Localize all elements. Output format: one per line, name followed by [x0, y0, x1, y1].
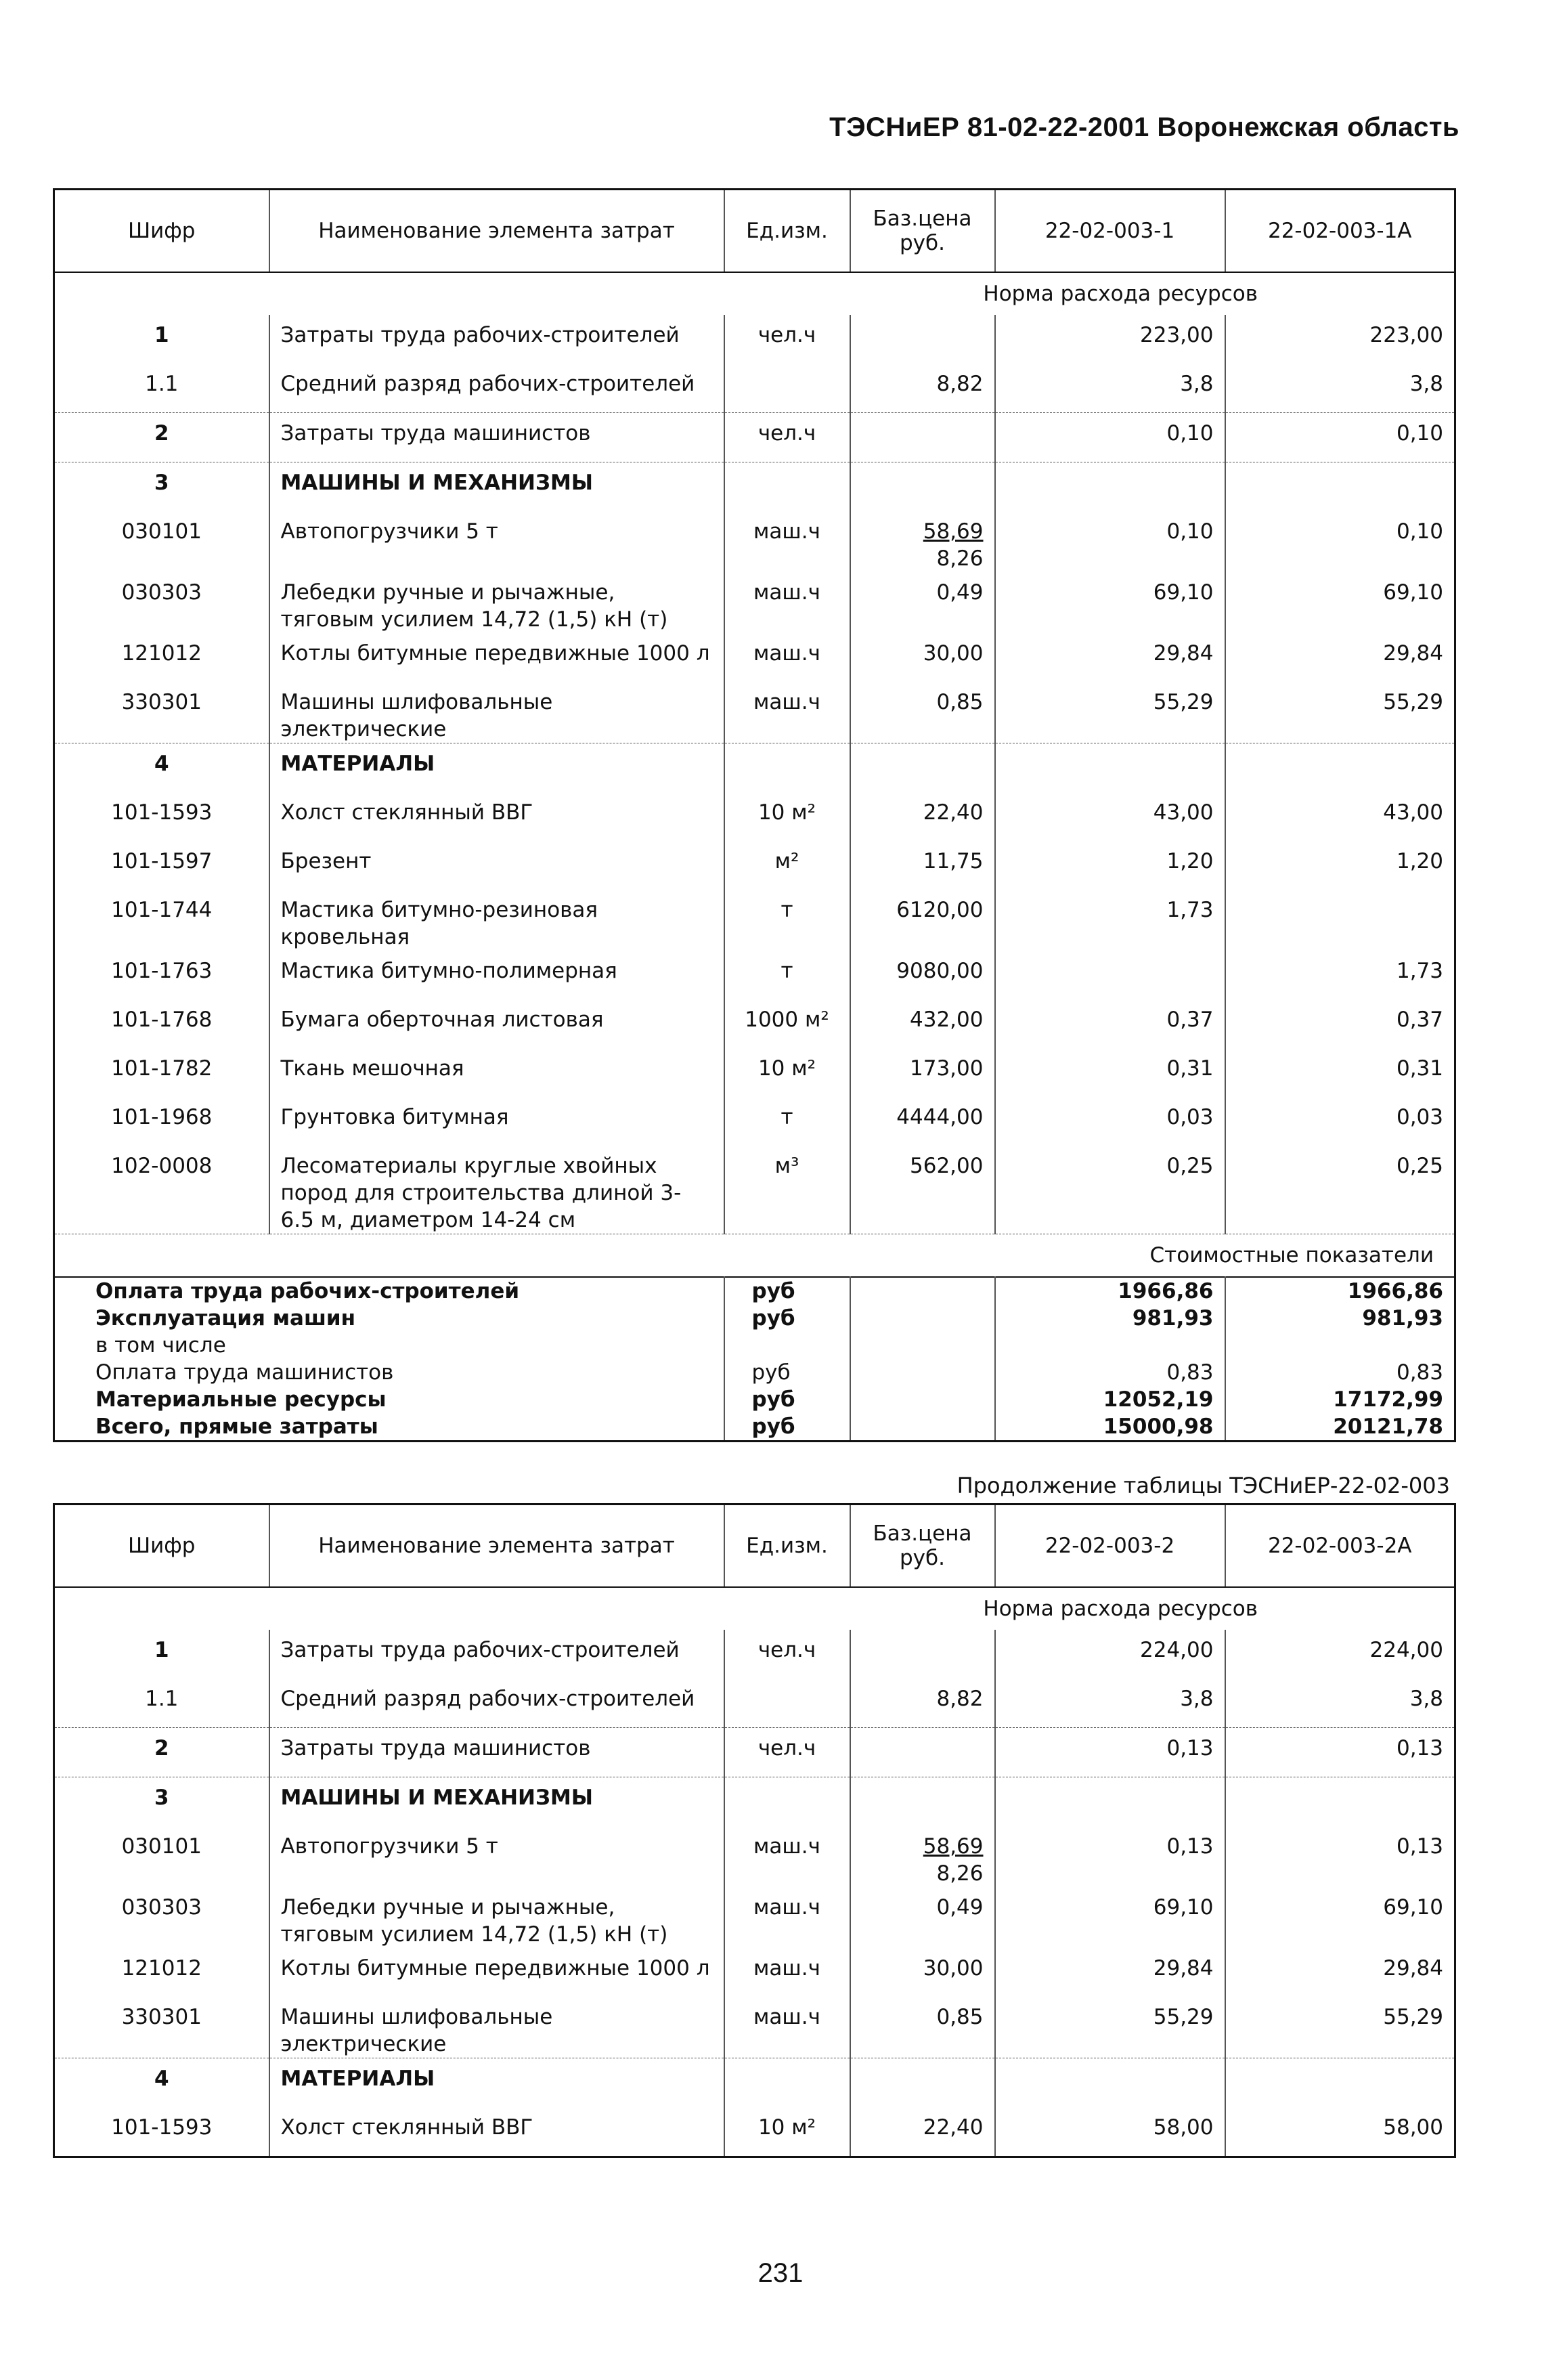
cost-unit	[724, 1332, 850, 1359]
cell-norm-2: 69,10	[1225, 572, 1455, 633]
cell-unit: маш.ч	[724, 1997, 850, 2058]
col-header-name: Наименование элемента затрат	[269, 190, 724, 273]
table-row	[54, 2058, 1455, 2108]
cell-norm-1: 223,00	[995, 315, 1225, 364]
cost-name: в том числе	[95, 1333, 226, 1358]
cell-price-value: 173,00	[910, 1056, 984, 1081]
cell-price-value: 6120,00	[896, 898, 984, 922]
cell-price	[850, 951, 995, 999]
cell-price	[850, 1728, 995, 1777]
cell-code: 3	[54, 462, 269, 512]
cost-name: Оплата труда машинистов	[95, 1360, 394, 1385]
cell-norm-2: 43,00	[1225, 792, 1455, 841]
cost-unit: руб	[724, 1359, 850, 1386]
table-row	[54, 1887, 1455, 1948]
cell-code: 4	[54, 743, 269, 793]
table-row	[54, 1048, 1455, 1097]
cell-code: 1	[154, 1638, 169, 1662]
cell-name: Машины шлифовальные электрические	[269, 682, 724, 743]
cell-unit: маш.ч	[724, 1826, 850, 1887]
cell-norm-1: 29,84	[995, 633, 1225, 682]
cell-price	[850, 511, 995, 572]
cell-code: 330301	[121, 690, 202, 714]
cell-price	[850, 2058, 995, 2108]
cell-unit	[724, 743, 850, 793]
cost-row	[54, 1305, 1455, 1332]
table-row	[54, 2107, 1455, 2157]
cell-code: 1.1	[145, 1687, 179, 1711]
cell-name: Средний разряд рабочих-строителей	[269, 364, 724, 413]
cell-unit: м³	[724, 1146, 850, 1234]
cell-norm-1: 1,73	[995, 890, 1225, 951]
cell-price	[850, 1948, 995, 1997]
cell-unit: маш.ч	[724, 572, 850, 633]
cell-norm-1: 224,00	[995, 1630, 1225, 1679]
table-header-row	[54, 1505, 1455, 1588]
table-row	[54, 1630, 1455, 1679]
cost-value-1: 981,93	[995, 1305, 1225, 1332]
cost-value-2	[1225, 1332, 1455, 1359]
cell-price	[850, 682, 995, 743]
cost-price	[850, 1359, 995, 1386]
table-row	[54, 743, 1455, 793]
cell-unit: маш.ч	[724, 1948, 850, 1997]
cost-name: Оплата труда рабочих-строителей	[95, 1279, 520, 1303]
col-header-norm-2: 22-02-003-1А	[1225, 190, 1455, 273]
cell-unit	[724, 2058, 850, 2108]
cell-unit: т	[724, 1097, 850, 1146]
cell-unit: 1000 м²	[724, 999, 850, 1048]
cell-code: 101-1597	[111, 849, 213, 873]
cost-price	[850, 1413, 995, 1442]
cell-price	[850, 743, 995, 793]
cell-name: Мастика битумно-полимерная	[269, 951, 724, 999]
col-header-name: Наименование элемента затрат	[269, 1505, 724, 1588]
cell-code: 101-1744	[111, 898, 213, 922]
col-header-norm-1: 22-02-003-1	[995, 190, 1225, 273]
cell-unit: маш.ч	[724, 682, 850, 743]
cost-value-2: 20121,78	[1225, 1413, 1455, 1442]
cell-price-value: 22,40	[923, 2115, 984, 2140]
cell-norm-2	[1225, 2058, 1455, 2108]
cell-norm-2: 3,8	[1225, 364, 1455, 413]
cell-norm-1	[995, 743, 1225, 793]
cell-norm-1: 29,84	[995, 1948, 1225, 1997]
cell-price-value: 58,69	[923, 519, 984, 544]
cell-norm-1: 43,00	[995, 792, 1225, 841]
cell-name: Автопогрузчики 5 т	[269, 511, 724, 572]
cell-norm-2: 0,31	[1225, 1048, 1455, 1097]
cell-norm-2: 69,10	[1225, 1887, 1455, 1948]
cell-price-value: 30,00	[923, 641, 984, 666]
cell-norm-2	[1225, 743, 1455, 793]
cell-name: Брезент	[269, 841, 724, 890]
cell-name: Холст стеклянный ВВГ	[269, 792, 724, 841]
cell-code: 3	[54, 1777, 269, 1827]
cell-code: 101-1768	[111, 1008, 213, 1032]
cell-price	[850, 2107, 995, 2157]
cell-name: МАШИНЫ И МЕХАНИЗМЫ	[269, 1777, 724, 1827]
table-row	[54, 1997, 1455, 2058]
norm-caption-row	[54, 1587, 1455, 1630]
cell-unit: т	[724, 890, 850, 951]
cell-price	[850, 1048, 995, 1097]
cost-row	[54, 1386, 1455, 1413]
cell-norm-2: 0,13	[1225, 1826, 1455, 1887]
page-number: 231	[757, 2258, 804, 2288]
cell-price-value: 9080,00	[896, 959, 984, 983]
cell-unit: 10 м²	[724, 1048, 850, 1097]
cost-value-1: 15000,98	[995, 1413, 1225, 1442]
cell-price-value: 0,49	[936, 1895, 984, 1920]
cell-norm-1	[995, 2058, 1225, 2108]
resource-table-1	[53, 188, 1456, 1442]
cell-norm-1: 0,25	[995, 1146, 1225, 1234]
cell-name: МАТЕРИАЛЫ	[269, 2058, 724, 2108]
cell-code: 101-1968	[111, 1105, 213, 1129]
table-row	[54, 1777, 1455, 1827]
col-header-price-line1: Баз.цена	[873, 1521, 972, 1546]
cell-norm-2: 0,37	[1225, 999, 1455, 1048]
norm-caption: Норма расхода ресурсов	[983, 282, 1258, 306]
cell-price	[850, 315, 995, 364]
cost-value-1: 1966,86	[995, 1277, 1225, 1305]
cell-price-value: 0,85	[936, 690, 984, 714]
cell-unit: т	[724, 951, 850, 999]
cell-price	[850, 890, 995, 951]
cell-norm-1	[995, 1777, 1225, 1827]
cell-code: 101-1782	[111, 1056, 213, 1081]
cell-unit	[724, 364, 850, 413]
cell-norm-1: 0,10	[995, 511, 1225, 572]
table-row	[54, 315, 1455, 364]
cell-unit	[724, 1777, 850, 1827]
cell-code: 121012	[121, 641, 202, 666]
cell-norm-1: 0,13	[995, 1728, 1225, 1777]
cell-price-value: 0,85	[936, 2005, 984, 2029]
table-row	[54, 462, 1455, 512]
cell-norm-1: 0,37	[995, 999, 1225, 1048]
cell-norm-2: 29,84	[1225, 1948, 1455, 1997]
cell-unit: м²	[724, 841, 850, 890]
cell-norm-2: 223,00	[1225, 315, 1455, 364]
cost-row	[54, 1277, 1455, 1305]
col-header-price-line2: руб.	[900, 231, 945, 255]
cost-row	[54, 1332, 1455, 1359]
table-row	[54, 633, 1455, 682]
col-header-code: Шифр	[54, 1505, 269, 1588]
cost-unit: руб	[724, 1277, 850, 1305]
table-row	[54, 951, 1455, 999]
table-row	[54, 1097, 1455, 1146]
table-header-row	[54, 190, 1455, 273]
cell-code: 330301	[121, 2005, 202, 2029]
cell-norm-1: 69,10	[995, 572, 1225, 633]
cell-price	[850, 1997, 995, 2058]
cost-unit: руб	[724, 1386, 850, 1413]
cell-unit: 10 м²	[724, 792, 850, 841]
cell-price-value: 8,82	[936, 1687, 984, 1711]
cell-price-value: 30,00	[923, 1956, 984, 1981]
cell-unit	[724, 1679, 850, 1728]
cell-name: Холст стеклянный ВВГ	[269, 2107, 724, 2157]
cost-price	[850, 1305, 995, 1332]
cost-name: Всего, прямые затраты	[95, 1414, 378, 1439]
cell-price-value: 11,75	[923, 849, 984, 873]
col-header-price-line2: руб.	[900, 1546, 945, 1570]
cell-price	[850, 1097, 995, 1146]
cell-norm-1: 3,8	[995, 364, 1225, 413]
cell-norm-2: 58,00	[1225, 2107, 1455, 2157]
table-row	[54, 999, 1455, 1048]
cell-price-secondary: 8,26	[936, 546, 984, 571]
cell-name: Бумага оберточная листовая	[269, 999, 724, 1048]
norm-caption: Норма расхода ресурсов	[983, 1597, 1258, 1621]
cell-price-value: 4444,00	[896, 1105, 984, 1129]
cell-norm-1: 58,00	[995, 2107, 1225, 2157]
table-row	[54, 413, 1455, 462]
cell-name: Лебедки ручные и рычажные, тяговым усилием 14,72 (1,5) кН (т)	[269, 572, 724, 633]
cell-price	[850, 1679, 995, 1728]
cost-caption-row	[54, 1234, 1455, 1278]
cell-code: 2	[54, 1728, 269, 1777]
table-row	[54, 890, 1455, 951]
cell-code: 030101	[121, 519, 202, 544]
table-row	[54, 1826, 1455, 1887]
cell-code: 121012	[121, 1956, 202, 1981]
cost-row	[54, 1413, 1455, 1442]
cell-price-value: 58,69	[923, 1834, 984, 1859]
cell-price	[850, 841, 995, 890]
cell-unit: 10 м²	[724, 2107, 850, 2157]
cell-price	[850, 364, 995, 413]
cell-name: Лебедки ручные и рычажные, тяговым усилием 14,72 (1,5) кН (т)	[269, 1887, 724, 1948]
cell-norm-1: 55,29	[995, 1997, 1225, 2058]
cell-norm-2	[1225, 462, 1455, 512]
cost-value-2: 17172,99	[1225, 1386, 1455, 1413]
col-header-code: Шифр	[54, 190, 269, 273]
cell-norm-1	[995, 951, 1225, 999]
cell-norm-2: 29,84	[1225, 633, 1455, 682]
table-row	[54, 572, 1455, 633]
document-title: ТЭСНиЕР 81-02-22-2001 Воронежская область	[829, 112, 1459, 142]
cell-norm-1: 55,29	[995, 682, 1225, 743]
cell-price	[850, 1777, 995, 1827]
cell-code: 030303	[121, 1895, 202, 1920]
cell-unit: чел.ч	[724, 413, 850, 462]
cell-name: Автопогрузчики 5 т	[269, 1826, 724, 1887]
cell-price	[850, 1826, 995, 1887]
cost-name: Материальные ресурсы	[95, 1387, 387, 1412]
col-header-price-line1: Баз.цена	[873, 207, 972, 231]
cell-norm-2: 3,8	[1225, 1679, 1455, 1728]
cell-norm-2: 224,00	[1225, 1630, 1455, 1679]
cell-norm-1: 1,20	[995, 841, 1225, 890]
cell-unit	[724, 462, 850, 512]
cell-norm-2	[1225, 1777, 1455, 1827]
col-header-norm-1: 22-02-003-2	[995, 1505, 1225, 1588]
cell-name: Мастика битумно-резиновая кровельная	[269, 890, 724, 951]
cell-norm-2: 0,03	[1225, 1097, 1455, 1146]
cost-value-2: 0,83	[1225, 1359, 1455, 1386]
cell-norm-2: 0,25	[1225, 1146, 1455, 1234]
cost-value-1	[995, 1332, 1225, 1359]
col-header-unit: Ед.изм.	[724, 190, 850, 273]
cell-norm-1: 0,13	[995, 1826, 1225, 1887]
cost-value-1: 12052,19	[995, 1386, 1225, 1413]
cell-price	[850, 1146, 995, 1234]
cell-name: МАШИНЫ И МЕХАНИЗМЫ	[269, 462, 724, 512]
cell-unit: маш.ч	[724, 1887, 850, 1948]
cost-name: Эксплуатация машин	[95, 1306, 356, 1330]
cell-code: 030303	[121, 580, 202, 605]
cell-norm-2: 0,10	[1225, 413, 1455, 462]
table-row	[54, 682, 1455, 743]
cell-code: 102-0008	[111, 1154, 213, 1178]
cell-norm-2: 0,10	[1225, 511, 1455, 572]
cell-name: Средний разряд рабочих-строителей	[269, 1679, 724, 1728]
cell-norm-2: 1,20	[1225, 841, 1455, 890]
cell-code: 030101	[121, 1834, 202, 1859]
cell-price-value: 0,49	[936, 580, 984, 605]
cell-price	[850, 1887, 995, 1948]
cell-norm-2: 0,13	[1225, 1728, 1455, 1777]
col-header-price	[850, 1505, 995, 1588]
cell-code: 1	[154, 323, 169, 347]
cell-code: 101-1593	[111, 2115, 213, 2140]
norm-caption-row	[54, 272, 1455, 315]
cell-norm-1: 0,10	[995, 413, 1225, 462]
cell-price-value: 22,40	[923, 800, 984, 825]
cell-norm-2	[1225, 890, 1455, 951]
cell-name: Затраты труда рабочих-строителей	[269, 315, 724, 364]
cost-unit: руб	[724, 1413, 850, 1442]
col-header-unit: Ед.изм.	[724, 1505, 850, 1588]
table-row	[54, 1146, 1455, 1234]
cell-name: Затраты труда машинистов	[269, 1728, 724, 1777]
cell-price	[850, 792, 995, 841]
table-row	[54, 511, 1455, 572]
cell-name: Затраты труда рабочих-строителей	[269, 1630, 724, 1679]
col-header-norm-2: 22-02-003-2А	[1225, 1505, 1455, 1588]
table-row	[54, 792, 1455, 841]
table-row	[54, 364, 1455, 413]
cell-price-secondary: 8,26	[936, 1861, 984, 1886]
cell-code: 1.1	[145, 372, 179, 396]
table-row	[54, 1948, 1455, 1997]
table-row	[54, 841, 1455, 890]
cell-code: 2	[54, 413, 269, 462]
cell-unit: чел.ч	[724, 1728, 850, 1777]
resource-table-2	[53, 1503, 1456, 2158]
cost-row	[54, 1359, 1455, 1386]
cell-price	[850, 572, 995, 633]
cost-caption: Стоимостные показатели	[54, 1234, 1455, 1278]
cost-value-2: 1966,86	[1225, 1277, 1455, 1305]
cell-norm-1: 0,31	[995, 1048, 1225, 1097]
cell-code: 101-1763	[111, 959, 213, 983]
cell-price-value: 562,00	[910, 1154, 984, 1178]
cell-name: Котлы битумные передвижные 1000 л	[269, 1948, 724, 1997]
cell-unit: маш.ч	[724, 511, 850, 572]
cell-norm-1: 0,03	[995, 1097, 1225, 1146]
cell-price-value: 8,82	[936, 372, 984, 396]
cell-code: 101-1593	[111, 800, 213, 825]
cell-name: Котлы битумные передвижные 1000 л	[269, 633, 724, 682]
table-row	[54, 1679, 1455, 1728]
cell-code: 4	[54, 2058, 269, 2108]
cell-price	[850, 633, 995, 682]
cost-price	[850, 1332, 995, 1359]
cell-price	[850, 462, 995, 512]
cell-norm-2: 1,73	[1225, 951, 1455, 999]
cell-name: МАТЕРИАЛЫ	[269, 743, 724, 793]
cell-name: Ткань мешочная	[269, 1048, 724, 1097]
cost-unit: руб	[724, 1305, 850, 1332]
cell-norm-1	[995, 462, 1225, 512]
cell-name: Грунтовка битумная	[269, 1097, 724, 1146]
cell-name: Машины шлифовальные электрические	[269, 1997, 724, 2058]
cell-price	[850, 413, 995, 462]
cost-price	[850, 1277, 995, 1305]
col-header-price	[850, 190, 995, 273]
cost-value-1: 0,83	[995, 1359, 1225, 1386]
cell-name: Лесоматериалы круглые хвойных пород для строительства длиной 3-6.5 м, диаметром 14-24 см	[269, 1146, 724, 1234]
cell-unit: маш.ч	[724, 633, 850, 682]
cell-norm-1: 69,10	[995, 1887, 1225, 1948]
cell-price	[850, 1630, 995, 1679]
cell-price-value: 432,00	[910, 1008, 984, 1032]
cell-norm-2: 55,29	[1225, 682, 1455, 743]
cell-price	[850, 999, 995, 1048]
cell-norm-1: 3,8	[995, 1679, 1225, 1728]
cost-price	[850, 1386, 995, 1413]
cost-value-2: 981,93	[1225, 1305, 1455, 1332]
cell-norm-2: 55,29	[1225, 1997, 1455, 2058]
cell-unit: чел.ч	[724, 1630, 850, 1679]
continuation-title: Продолжение таблицы ТЭСНиЕР-22-02-003	[957, 1473, 1450, 1498]
cell-unit: чел.ч	[724, 315, 850, 364]
table-row	[54, 1728, 1455, 1777]
cell-name: Затраты труда машинистов	[269, 413, 724, 462]
